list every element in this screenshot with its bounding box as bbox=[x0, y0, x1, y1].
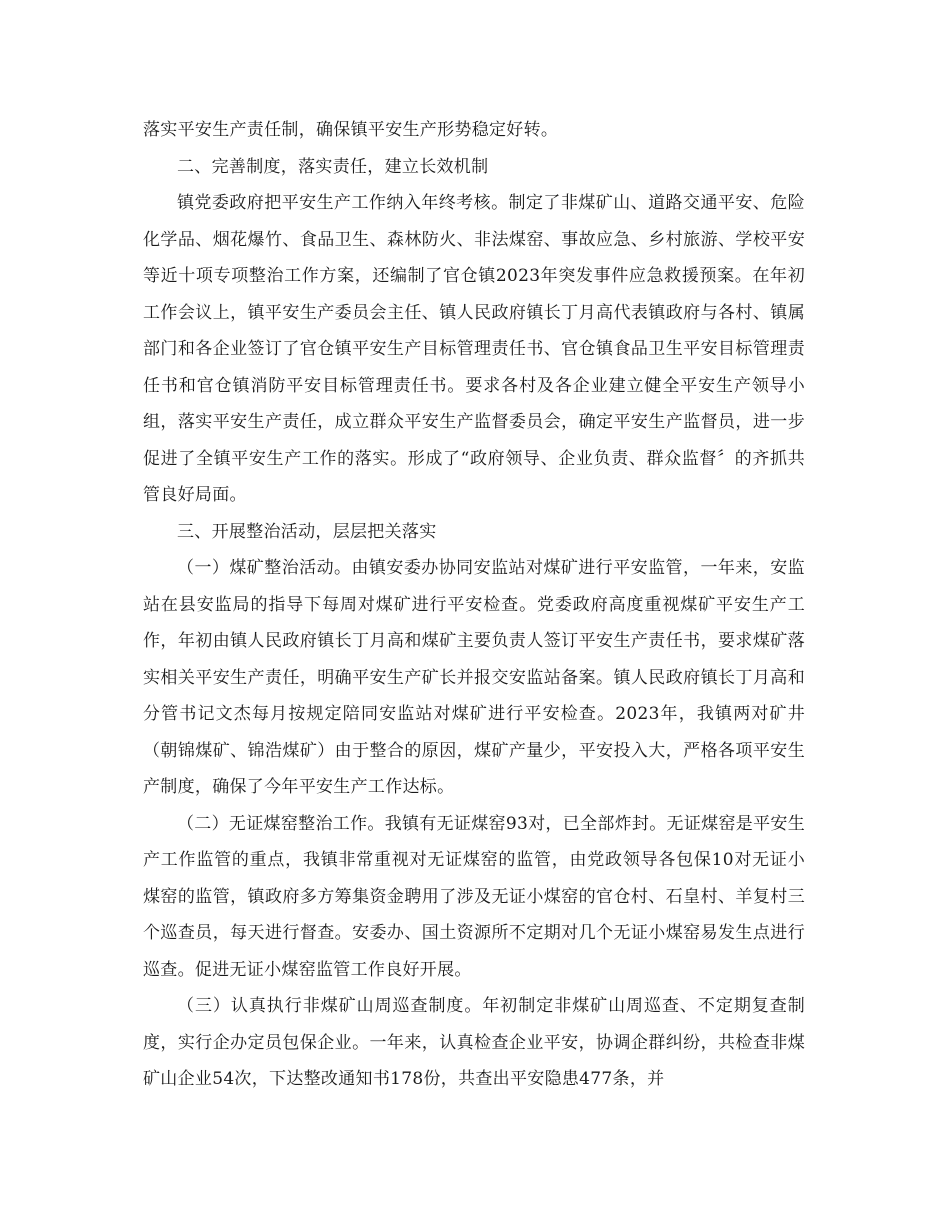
document-body bbox=[143, 112, 805, 1098]
paragraph: （三）认真执行非煤矿山周巡查制度。年初制定非煤矿山周巡查、不定期复查制度，实行企办定员包保企业。一年来，认真检查企业平安，协调企群纠纷，共检查非煤矿山企业54次，下达整改通知书178份，共查出平安隐患477条，并 bbox=[143, 996, 805, 1089]
section-heading-3: 三、开展整治活动，层层把关落实 bbox=[177, 521, 437, 542]
section-heading-2: 二、完善制度，落实责任，建立长效机制 bbox=[177, 156, 489, 177]
paragraph: （一）煤矿整治活动。由镇安委办协同安监站对煤矿进行平安监管，一年来，安监站在县安监局的指导下每周对煤矿进行平安检查。党委政府高度重视煤矿平安生产工作，年初由镇人民政府镇长丁月高和煤矿主要负责人签订平安生产责任书，要求煤矿落实相关平安生产责任，明确平安生产矿长并报交安监站备案。镇人民政府镇长丁月高和分管书记文杰每月按规定陪同安监站对煤矿进行平安检查。2023年，我镇两对矿井（朝锦煤矿、锦浩煤矿）由于整合的原因，煤矿产量少，平安投入大，严格各项平安生产制度，确保了今年平安生产工作达标。 bbox=[143, 558, 805, 797]
paragraph-continuation: 落实平安生产责任制，确保镇平安生产形势稳定好转。 bbox=[143, 120, 559, 140]
paragraph: 镇党委政府把平安生产工作纳入年终考核。制定了非煤矿山、道路交通平安、危险化学品、烟花爆竹、食品卫生、森林防火、非法煤窑、事故应急、乡村旅游、学校平安等近十项专项整治工作方案，还编制了官仓镇2023年突发事件应急救援预案。在年初工作会议上，镇平安生产委员会主任、镇人民政府镇长丁月高代表镇政府与各村、镇属部门和各企业签订了官仓镇平安生产目标管理责任书、官仓镇食品卫生平安目标管理责任书和官仓镇消防平安目标管理责任书。要求各村及各企业建立健全平安生产领导小组，落实平安生产责任，成立群众平安生产监督委员会，确定平安生产监督员，进一步促进了全镇平安生产工作的落实。形成了“政府领导、企业负责、群众监督〞的齐抓共管良好局面。 bbox=[143, 193, 805, 505]
paragraph: （二）无证煤窑整治工作。我镇有无证煤窑93对，已全部炸封。无证煤窑是平安生产工作监管的重点，我镇非常重视对无证煤窑的监管，由党政领导各包保10对无证小煤窑的监管，镇政府多方筹集资金聘用了涉及无证小煤窑的官仓村、石皇村、羊复村三个巡查员，每天进行督查。安委办、国土资源所不定期对几个无证小煤窑易发生点进行巡查。促进无证小煤窑监管工作良好开展。 bbox=[143, 813, 805, 980]
